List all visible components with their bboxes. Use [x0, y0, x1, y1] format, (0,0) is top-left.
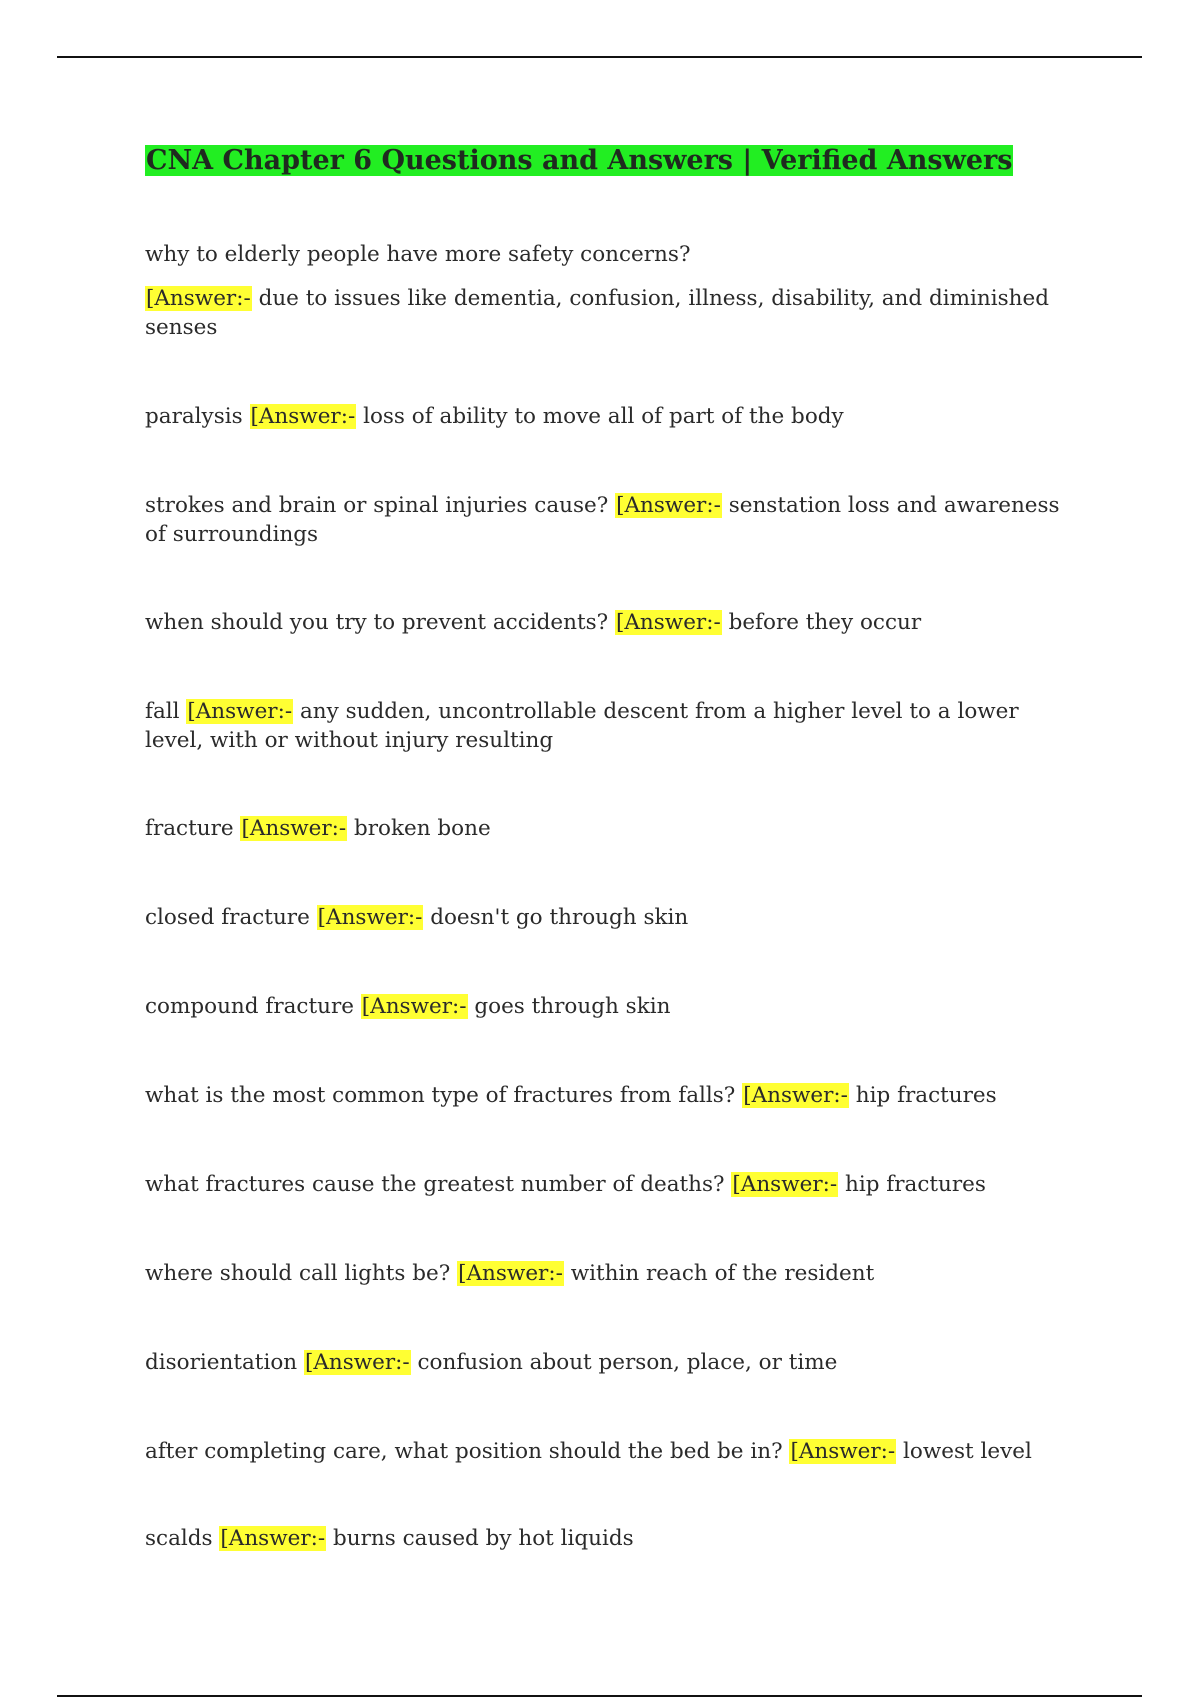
qa-item [145, 1170, 1065, 1199]
top-rule [57, 56, 1142, 58]
answer-marker: [Answer:- [616, 610, 721, 635]
qa-item [145, 491, 1065, 549]
title-highlight: CNA Chapter 6 Questions and Answers | Verified Answers [146, 145, 1013, 176]
bottom-rule [57, 1695, 1142, 1697]
question-text: after completing care, what position should the bed be in? [145, 1439, 783, 1464]
qa-item [145, 1524, 1065, 1553]
answer-text: goes through skin [474, 994, 671, 1019]
answer-text: lowest level [903, 1439, 1032, 1464]
qa-item [145, 814, 1065, 843]
question-text: closed fracture [145, 905, 310, 930]
answer-marker: [Answer:- [317, 905, 423, 930]
question-text: what fractures cause the greatest number of deaths? [145, 1172, 725, 1197]
qa-item [145, 992, 1065, 1021]
answer-marker: [Answer:- [146, 286, 251, 311]
question-text: compound fracture [145, 994, 354, 1019]
answer-text: any sudden, uncontrollable descent from a higher level to a lower level, with or without injury resulting [145, 699, 1019, 753]
question-text: where should call lights be? [145, 1261, 451, 1286]
qa-item [145, 608, 1065, 637]
question-text: paralysis [145, 404, 243, 429]
qa-item [145, 1081, 1065, 1110]
qa-item [145, 402, 1065, 431]
answer-text: burns caused by hot liquids [332, 1526, 634, 1551]
answer-marker: [Answer:- [790, 1439, 896, 1464]
question-text: what is the most common type of fractures from falls? [145, 1083, 736, 1108]
answer-text: within reach of the resident [570, 1261, 875, 1286]
answer-text: doesn't go through skin [430, 905, 689, 930]
answer-text: due to issues like dementia, confusion, illness, disability, and diminished senses [145, 286, 1049, 340]
qa-item [145, 1259, 1065, 1288]
question-text: when should you try to prevent accidents? [145, 610, 609, 635]
answer-marker: [Answer:- [361, 994, 467, 1019]
question-text: scalds [145, 1526, 213, 1551]
answer-text: senstation loss and awareness of surroundings [145, 493, 1060, 547]
answer-marker: [Answer:- [187, 699, 293, 724]
answer-text: confusion about person, place, or time [417, 1350, 838, 1375]
answer-marker: [Answer:- [304, 1350, 410, 1375]
answer-marker: [Answer:- [220, 1526, 326, 1551]
answer-text: hip fractures [855, 1083, 997, 1108]
answer-text: before they occur [728, 610, 922, 635]
qa-item [145, 1437, 1065, 1466]
answer-text: broken bone [354, 816, 491, 841]
answer-text: loss of ability to move all of part of the body [363, 404, 844, 429]
qa-item [145, 240, 1065, 342]
answer-marker: [Answer:- [250, 404, 356, 429]
answer-marker: [Answer:- [458, 1261, 563, 1286]
question-text: strokes and brain or spinal injuries cause? [145, 493, 609, 518]
answer-marker: [Answer:- [743, 1083, 848, 1108]
qa-item [145, 697, 1065, 755]
question-text: fracture [145, 816, 234, 841]
qa-item [145, 1348, 1065, 1377]
question-text: disorientation [145, 1350, 298, 1375]
question-text: why to elderly people have more safety concerns? [145, 242, 691, 267]
answer-marker: [Answer:- [241, 816, 347, 841]
answer-text: hip fractures [844, 1172, 986, 1197]
qa-item [145, 903, 1065, 932]
question-text: fall [145, 699, 180, 724]
document-title [145, 143, 1013, 179]
answer-marker: [Answer:- [732, 1172, 838, 1197]
answer-marker: [Answer:- [616, 493, 721, 518]
